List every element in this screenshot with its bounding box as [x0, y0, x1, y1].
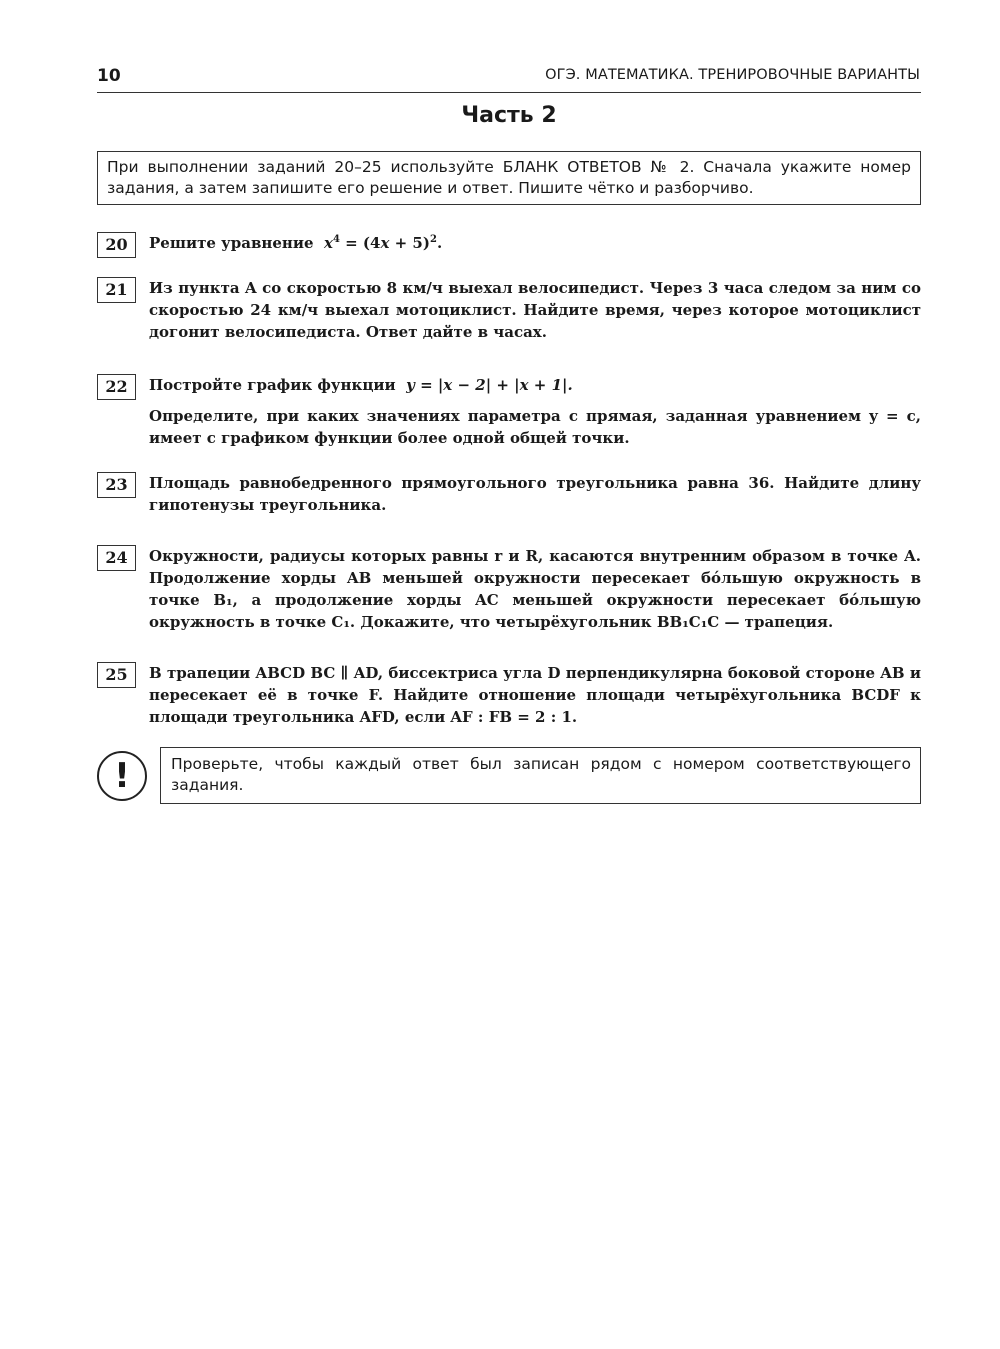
task-24-text: Окружности, радиусы которых равны r и R, касаются внутренним образом в точке A. Продолжение хорды AB меньшей окружности пересекает бóльшую окружность в точке B₁, а продолжение хорды AC меньшей окружности пересекает бóльшую окружность в точке C₁. Докажите, что четырёхугольник BB₁C₁C — трапеция. — [149, 547, 921, 631]
task-21 — [97, 277, 921, 343]
task-21-text: Из пункта A со скоростью 8 км/ч выехал велосипедист. Через 3 часа следом за ним со скоростью 24 км/ч выехал мотоциклист. Найдите время, через которое мотоциклист догонит велосипедиста. Ответ дайте в часах. — [149, 279, 921, 341]
task-number-23: 23 — [97, 472, 136, 498]
running-head: ОГЭ. МАТЕМАТИКА. ТРЕНИРОВОЧНЫЕ ВАРИАНТЫ — [545, 67, 920, 83]
task-number-22: 22 — [97, 374, 136, 400]
part-title: Часть 2 — [461, 103, 557, 128]
task-22-text2: Определите, при каких значениях параметра c прямая, заданная уравнением y = c, имеет с графиком функции более одной общей точки. — [149, 407, 921, 447]
warning-box: Проверьте, чтобы каждый ответ был записан рядом с номером соответствующего задания. — [160, 747, 921, 804]
task-22 — [97, 374, 921, 449]
task-24 — [97, 545, 921, 633]
task-25 — [97, 662, 921, 728]
task-23-text: Площадь равнобедренного прямоугольного треугольника равна 36. Найдите длину гипотенузы треугольника. — [149, 474, 921, 514]
task-body-22 — [149, 374, 921, 449]
task-body-25 — [149, 662, 921, 728]
task-20-text: Решите уравнение — [149, 234, 314, 252]
task-20-formula: $x^4 = (4x + 5)^2$. — [323, 234, 443, 252]
task-number-25: 25 — [97, 662, 136, 688]
task-22-formula: y = |x − 2| + |x + 1|. — [406, 376, 573, 394]
task-body-20 — [149, 232, 921, 254]
task-body-23 — [149, 472, 921, 516]
header-rule — [97, 92, 921, 93]
task-body-24 — [149, 545, 921, 633]
task-number-24: 24 — [97, 545, 136, 571]
exclamation-icon: ! — [97, 751, 147, 801]
task-number-21: 21 — [97, 277, 136, 303]
task-body-21 — [149, 277, 921, 343]
task-number-20: 20 — [97, 232, 136, 258]
task-23 — [97, 472, 921, 516]
page-number: 10 — [97, 66, 121, 86]
task-22-text: Постройте график функции — [149, 376, 396, 394]
instructions-box: При выполнении заданий 20–25 используйте БЛАНК ОТВЕТОВ № 2. Сначала укажите номер задания, а затем запишите его решение и ответ. Пишите чётко и разборчиво. — [97, 151, 921, 205]
task-25-text: В трапеции ABCD BC ∥ AD, биссектриса угла D перпендикулярна боковой стороне AB и пересекает её в точке F. Найдите отношение площади четырёхугольника BCDF к площади треугольника AFD, если AF : FB = 2 : 1. — [149, 664, 921, 726]
task-20 — [97, 232, 921, 254]
